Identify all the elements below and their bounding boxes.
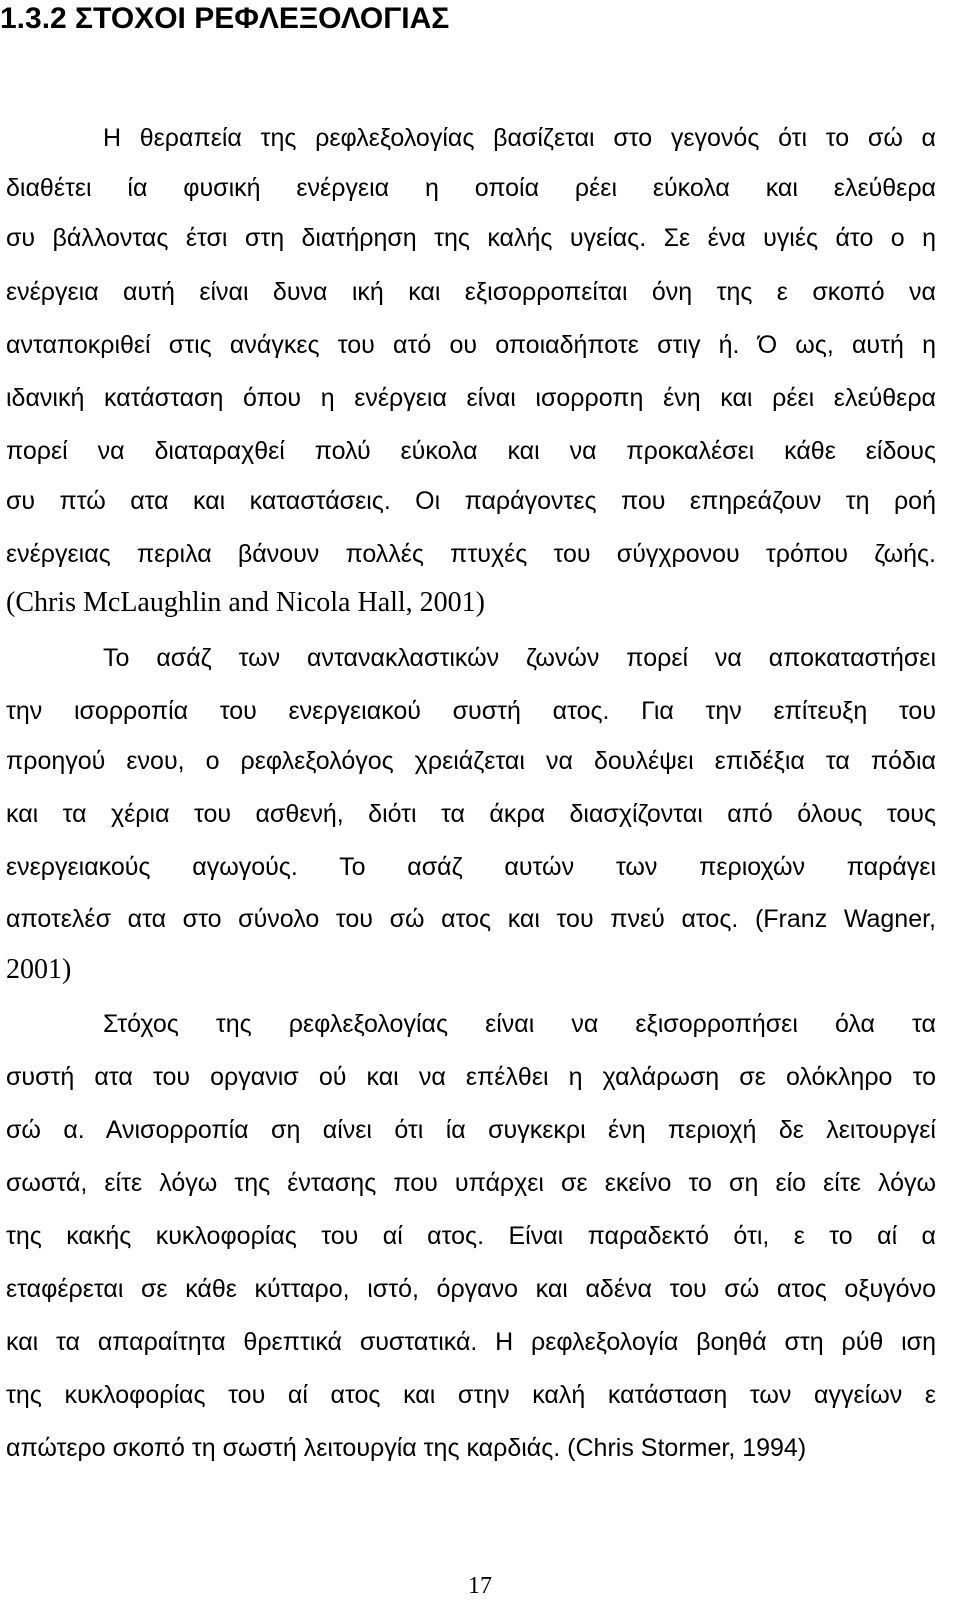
paragraph-line: ιδανική κατάσταση όπου η ενέργεια είναι ισορροπη ένη και ρέει ελεύθερα xyxy=(6,384,936,412)
paragraph-line: πορεί να διαταραχθεί πολύ εύκολα και να προκαλέσει κάθε είδους xyxy=(6,437,936,465)
paragraph-line: ενέργεια αυτή είναι δυνα ική και εξισορροπείται όνη της ε σκοπό να xyxy=(6,278,936,306)
paragraph-line: συ βάλλοντας έτσι στη διατήρηση της καλής υγείας. Σε ένα υγιές άτο ο η xyxy=(6,224,936,252)
paragraph-line: (Chris McLaughlin and Nicola Hall, 2001) xyxy=(6,587,486,618)
paragraph-line: της κακής κυκλοφορίας του αί ατος. Είναι παραδεκτό ότι, ε το αί α xyxy=(6,1222,936,1250)
paragraph-line: και τα απαραίτητα θρεπτικά συστατικά. Η ρεφλεξολογία βοηθά στη ρύθ ιση xyxy=(6,1328,936,1356)
paragraph-line: σώ α. Ανισορροπία ση αίνει ότι ία συγκεκρι ένη περιοχή δε λειτουργεί xyxy=(6,1116,936,1144)
paragraph-line: ανταποκριθεί στις ανάγκες του ατό ου οποιαδήποτε στιγ ή. Ό ως, αυτή η xyxy=(6,331,936,359)
paragraph-line: αποτελέσ ατα στο σύνολο του σώ ατος και του πνεύ ατος. (Franz Wagner, xyxy=(6,905,936,933)
paragraph-line: ενεργειακούς αγωγούς. Το ασάζ αυτών των περιοχών παράγει xyxy=(6,853,936,881)
paragraph-line: σωστά, είτε λόγω της έντασης που υπάρχει σε εκείνο το ση είο είτε λόγω xyxy=(6,1169,936,1197)
paragraph-line: 2001) xyxy=(6,954,72,985)
paragraph-line: και τα χέρια του ασθενή, διότι τα άκρα διασχίζονται από όλους τους xyxy=(6,800,936,828)
paragraph-line: διαθέτει ία φυσική ενέργεια η οποία ρέει εύκολα και ελεύθερα xyxy=(6,174,936,202)
paragraph-line: της κυκλοφορίας του αί ατος και στην καλή κατάσταση των αγγείων ε xyxy=(6,1381,936,1409)
paragraph-line: Το ασάζ των αντανακλαστικών ζωνών πορεί να αποκαταστήσει xyxy=(103,644,936,672)
paragraph-line: ενέργειας περιλα βάνουν πολλές πτυχές του σύγχρονου τρόπου ζωής. xyxy=(6,540,936,568)
paragraph-line: προηγού ενου, ο ρεφλεξολόγος χρειάζεται να δουλέψει επιδέξια τα πόδια xyxy=(6,747,936,775)
paragraph-line: απώτερο σκοπό τη σωστή λειτουργία της καρδιάς. (Chris Stormer, 1994) xyxy=(6,1434,807,1462)
section-heading: 1.3.2 ΣΤΟΧΟΙ ΡΕΦΛΕΞΟΛΟΓΙΑΣ xyxy=(0,2,450,35)
paragraph-line: Η θεραπεία της ρεφλεξολογίας βασίζεται στο γεγονός ότι το σώ α xyxy=(103,124,936,152)
paragraph-line: συστή ατα του οργανισ ού και να επέλθει η χαλάρωση σε ολόκληρο το xyxy=(6,1063,936,1091)
paragraph-line: συ πτώ ατα και καταστάσεις. Οι παράγοντες που επηρεάζουν τη ροή xyxy=(6,487,936,515)
paragraph-line: εταφέρεται σε κάθε κύτταρο, ιστό, όργανο και αδένα του σώ ατος οξυγόνο xyxy=(6,1275,936,1303)
paragraph-line: Στόχος της ρεφλεξολογίας είναι να εξισορροπήσει όλα τα xyxy=(103,1010,936,1038)
page-number: 17 xyxy=(468,1573,492,1599)
paragraph-line: την ισορροπία του ενεργειακού συστή ατος. Για την επίτευξη του xyxy=(6,697,936,725)
